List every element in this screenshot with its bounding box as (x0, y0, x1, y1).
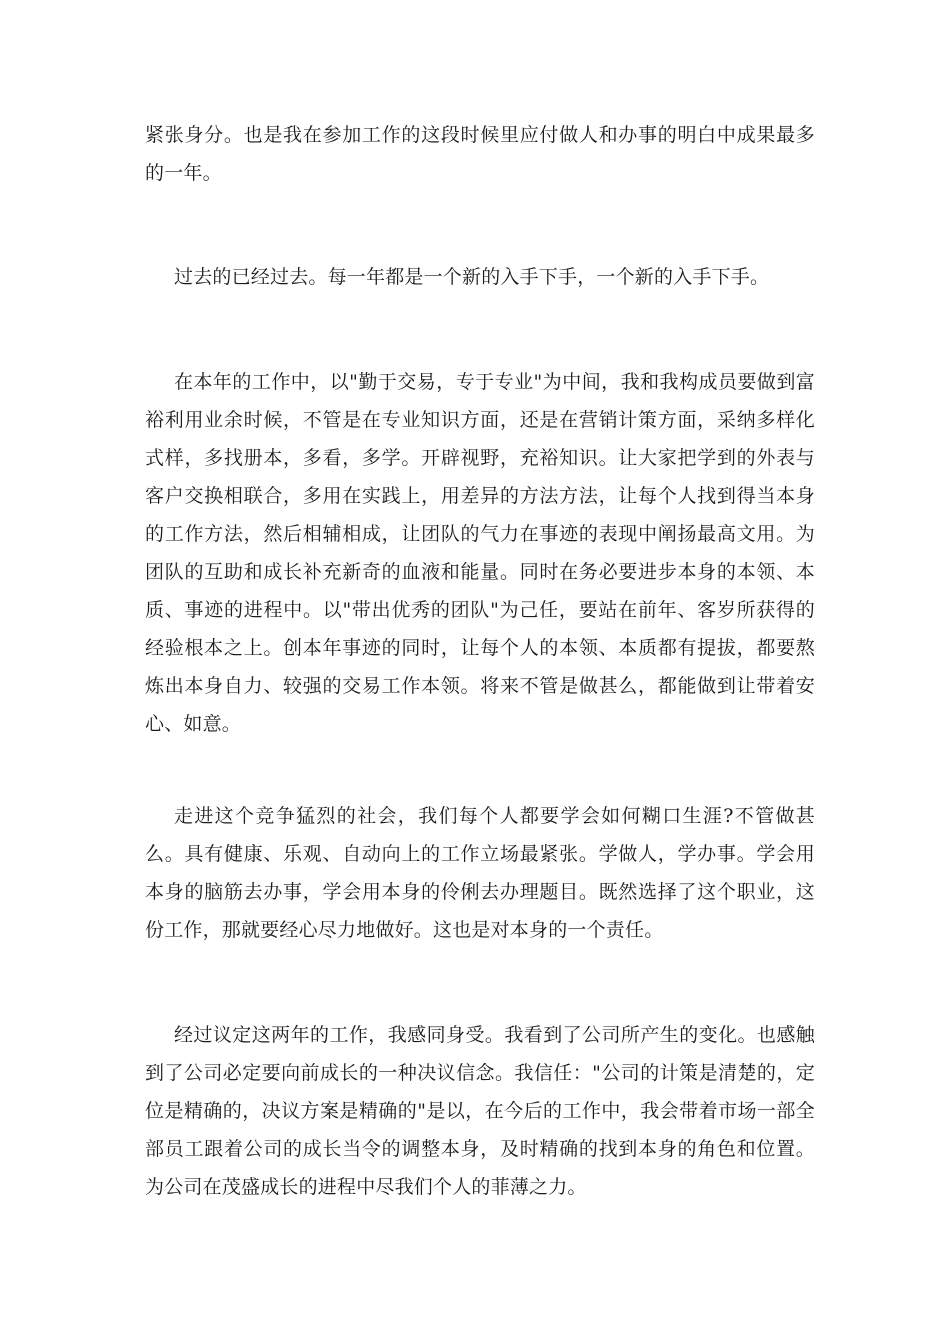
paragraph-work-plan: 在本年的工作中，以"勤于交易，专于专业"为中间，我和我构成员要做到富裕利用业余时候，不管是在专业知识方面，还是在营销计策方面，采纳多样化式样，多找册本，多看，多学。开辟视野，充裕知识。让大家把学到的外表与客户交换相联合，多用在实践上，用差异的方法方法，让每个人找到得当本身的工作方法，然后相辅相成，让团队的气力在事迹的表现中阐扬最高文用。为团队的互助和成长补充新奇的血液和能量。同时在务必要进步本身的本领、本质、事迹的进程中。以"带出优秀的团队"为己任，要站在前年、客岁所获得的经验根本之上。创本年事迹的同时，让每个人的本领、本质都有提拔，都要熬炼出本身自力、较强的交易工作本领。将来不管是做甚么，都能做到让带着安心、如意。 (145, 371, 815, 735)
paragraph-continued: 紧张身分。也是我在参加工作的这段时候里应付做人和办事的明白中成果最多的一年。 (145, 124, 815, 184)
paragraph-work-attitude: 走进这个竞争猛烈的社会，我们每个人都要学会如何糊口生涯?不管做甚么。具有健康、乐观、自动向上的工作立场最紧张。学做人，学办事。学会用本身的脑筋去办事，学会用本身的伶俐去办理题目。既然选择了这个职业，这份工作，那就要经心尽力地做好。这也是对本身的一个责任。 (145, 805, 815, 941)
paragraph-company-outlook: 经过议定这两年的工作，我感同身受。我看到了公司所产生的变化。也感触到了公司必定要向前成长的一种决议信念。我信任："公司的计策是清楚的，定位是精确的，决议方案是精确的"是以，在今后的工作中，我会带着市场一部全部员工跟着公司的成长当令的调整本身，及时精确的找到本身的角色和位置。为公司在茂盛成长的进程中尽我们个人的菲薄之力。 (145, 1024, 815, 1198)
paragraph-new-beginning: 过去的已经过去。每一年都是一个新的入手下手，一个新的入手下手。 (174, 266, 770, 288)
